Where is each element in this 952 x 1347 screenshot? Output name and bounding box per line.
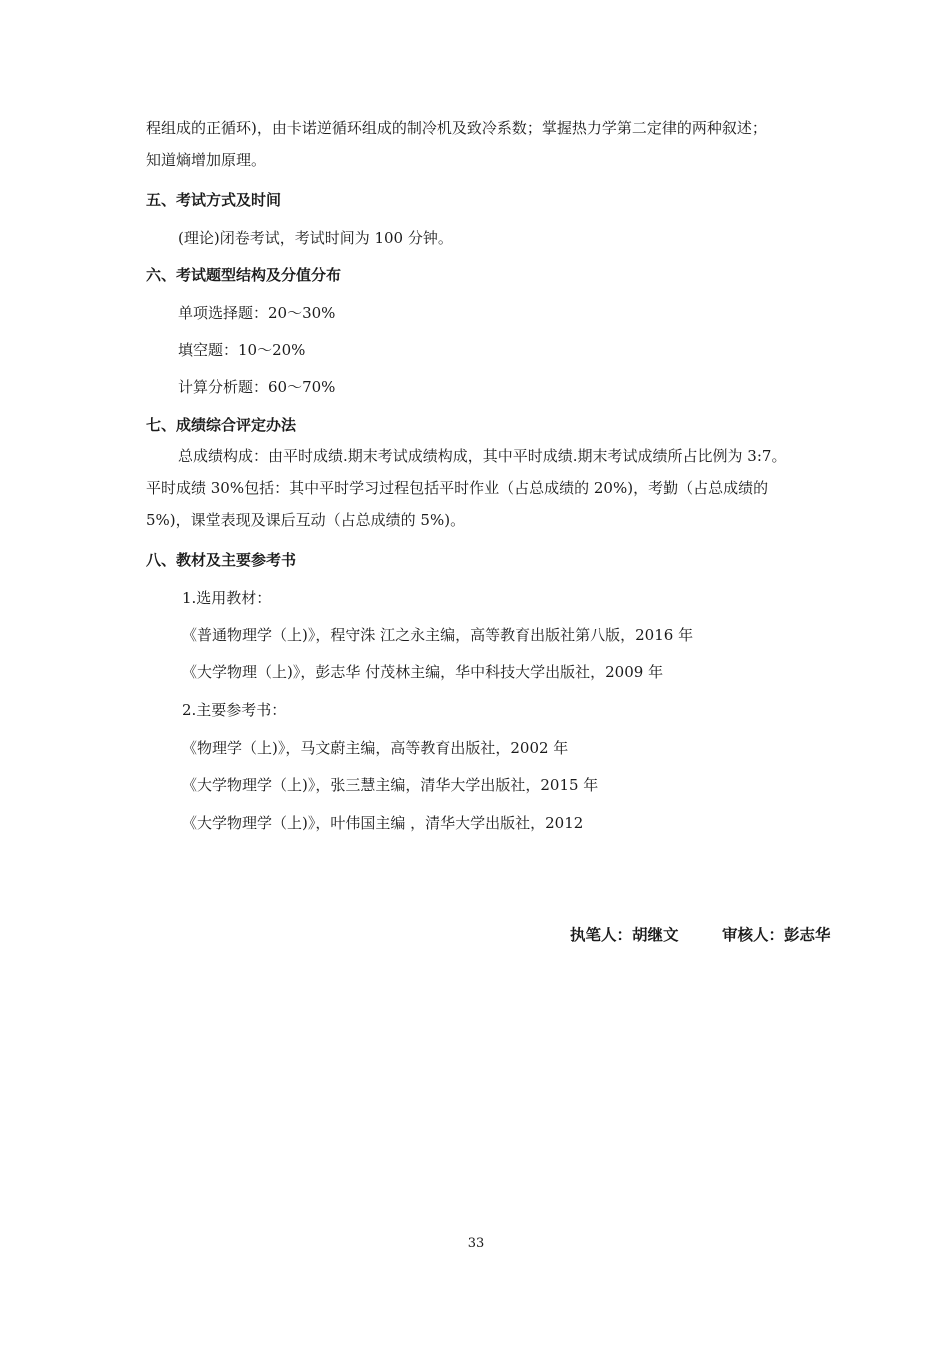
- textbook-item: 《大学物理（上)》，彭志华 付茂林主编，华中科技大学出版社，2009 年: [182, 663, 664, 681]
- textbook-item: 《普通物理学（上)》，程守洙 江之永主编，高等教育出版社第八版，2016 年: [182, 626, 694, 644]
- question-type-item: 填空题：10～20%: [178, 341, 306, 359]
- reference-item: 《大学物理学（上)》，叶伟国主编 ，清华大学出版社，2012: [182, 814, 584, 832]
- grading-line-2: 平时成绩 30%包括：其中平时学习过程包括平时作业（占总成绩的 20%)，考勤（占总成绩的: [146, 479, 769, 497]
- section-6-heading: 六、考试题型结构及分值分布: [146, 266, 342, 284]
- textbooks-label: 1.选用教材：: [182, 589, 272, 607]
- page-number: 33: [467, 1236, 485, 1251]
- section-7-heading: 七、成绩综合评定办法: [146, 416, 297, 434]
- question-type-item: 计算分析题：60～70%: [178, 378, 336, 396]
- question-type-item: 单项选择题：20～30%: [178, 304, 336, 322]
- reference-item: 《物理学（上)》，马文蔚主编，高等教育出版社，2002 年: [182, 739, 569, 757]
- grading-line-1: 总成绩构成：由平时成绩.期末考试成绩构成，其中平时成绩.期末考试成绩所占比例为 3:7。: [178, 447, 787, 465]
- references-label: 2.主要参考书：: [182, 701, 287, 719]
- intro-line-2: 知道熵增加原理。: [146, 151, 267, 169]
- reviewer-signature: 审核人：彭志华: [722, 926, 831, 944]
- section-5-heading: 五、考试方式及时间: [146, 191, 282, 209]
- reference-item: 《大学物理学（上)》，张三慧主编，清华大学出版社，2015 年: [182, 776, 599, 794]
- author-signature: 执笔人：胡继文: [570, 926, 679, 944]
- grading-line-3: 5%)，课堂表现及课后互动（占总成绩的 5%)。: [146, 511, 466, 529]
- section-8-heading: 八、教材及主要参考书: [146, 551, 297, 569]
- intro-line-1: 程组成的正循环)，由卡诺逆循环组成的制冷机及致冷系数；掌握热力学第二定律的两种叙述；: [146, 119, 767, 137]
- exam-method-text: (理论)闭卷考试，考试时间为 100 分钟。: [178, 229, 453, 247]
